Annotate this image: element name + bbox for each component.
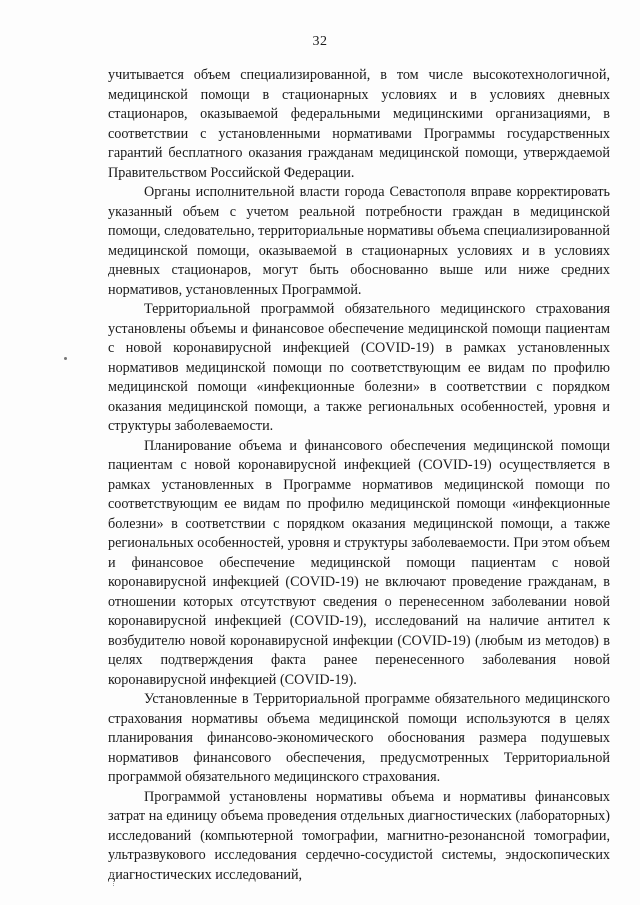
paragraph: Программой установлены нормативы объема и нормативы финансовых затрат на единицу объема проведения отдельных диагностических (лабораторных) исследований (компьютерной томографии, магнитно-резонансной томографии, ультразвукового исследования сердечно-сосудистой системы, эндоскопических диагностических исследований, — [108, 788, 610, 883]
paragraph: Органы исполнительной власти города Севастополя вправе корректировать указанный объем с учетом реальной потребности граждан в медицинской помощи, следовательно, территориальные нормативы объема специализированной медицинской помощи, оказываемой в стационарных условиях и в условиях дневных стационаров, могут быть обоснованно выше или ниже средних нормативов, установленных Программой. — [108, 184, 610, 298]
paragraph: Территориальной программой обязательного медицинского страхования установлены объемы и финансовое обеспечение медицинской помощи пациентам с новой коронавирусной инфекцией (COVID-19) в рамках установленных нормативов медицинской помощи по соответствующим ее видам по профилю медицинской помощи «инфекционные болезни» в соответствии с порядком оказания медицинской помощи, а также региональных особенностей, уровня и структуры заболеваемости. — [108, 301, 610, 434]
page-number: 32 — [312, 34, 328, 49]
document-body — [108, 66, 610, 885]
scan-artifact-dot — [64, 357, 67, 360]
paragraph: Планирование объема и финансового обеспечения медицинской помощи пациентам с новой коронавирусной инфекцией (COVID-19) осуществляется в рамках установленных в Программе нормативов медицинской помощи по соответствующим ее видам по профилю медицинской помощи «инфекционные болезни» в соответствии с порядком оказания медицинской помощи, а также региональных особенностей, уровня и структуры заболеваемости. При этом объем и финансовое обеспечение медицинской помощи пациентам с новой коронавирусной инфекцией (COVID-19) не включают проведение гражданам, в отношении которых отсутствуют сведения о перенесенном заболевании новой коронавирусной инфекцией (COVID-19), исследований на наличие антител к возбудителю новой коронавирусной инфекции (COVID-19) (любым из методов) в целях подтверждения факта ранее перенесенного заболевания новой коронавирусной инфекцией (COVID-19). — [108, 437, 610, 688]
paragraph: Установленные в Территориальной программе обязательного медицинского страхования нормативы объема медицинской помощи используются в целях планирования финансово-экономического обоснования размера подушевых нормативов финансового обеспечения, предусмотренных Территориальной программой обязательного медицинского страхования. — [108, 691, 610, 785]
paragraph-continuation: учитывается объем специализированной, в том числе высокотехнологичной, медицинской помощи в стационарных условиях и в условиях дневных стационаров, оказываемой федеральными медицинскими организациями, в соответствии с установленными нормативами Программы государственных гарантий бесплатного оказания гражданам медицинской помощи, утверждаемой Правительством Российской Федерации. — [108, 67, 610, 181]
scan-artifact-line — [113, 872, 115, 886]
